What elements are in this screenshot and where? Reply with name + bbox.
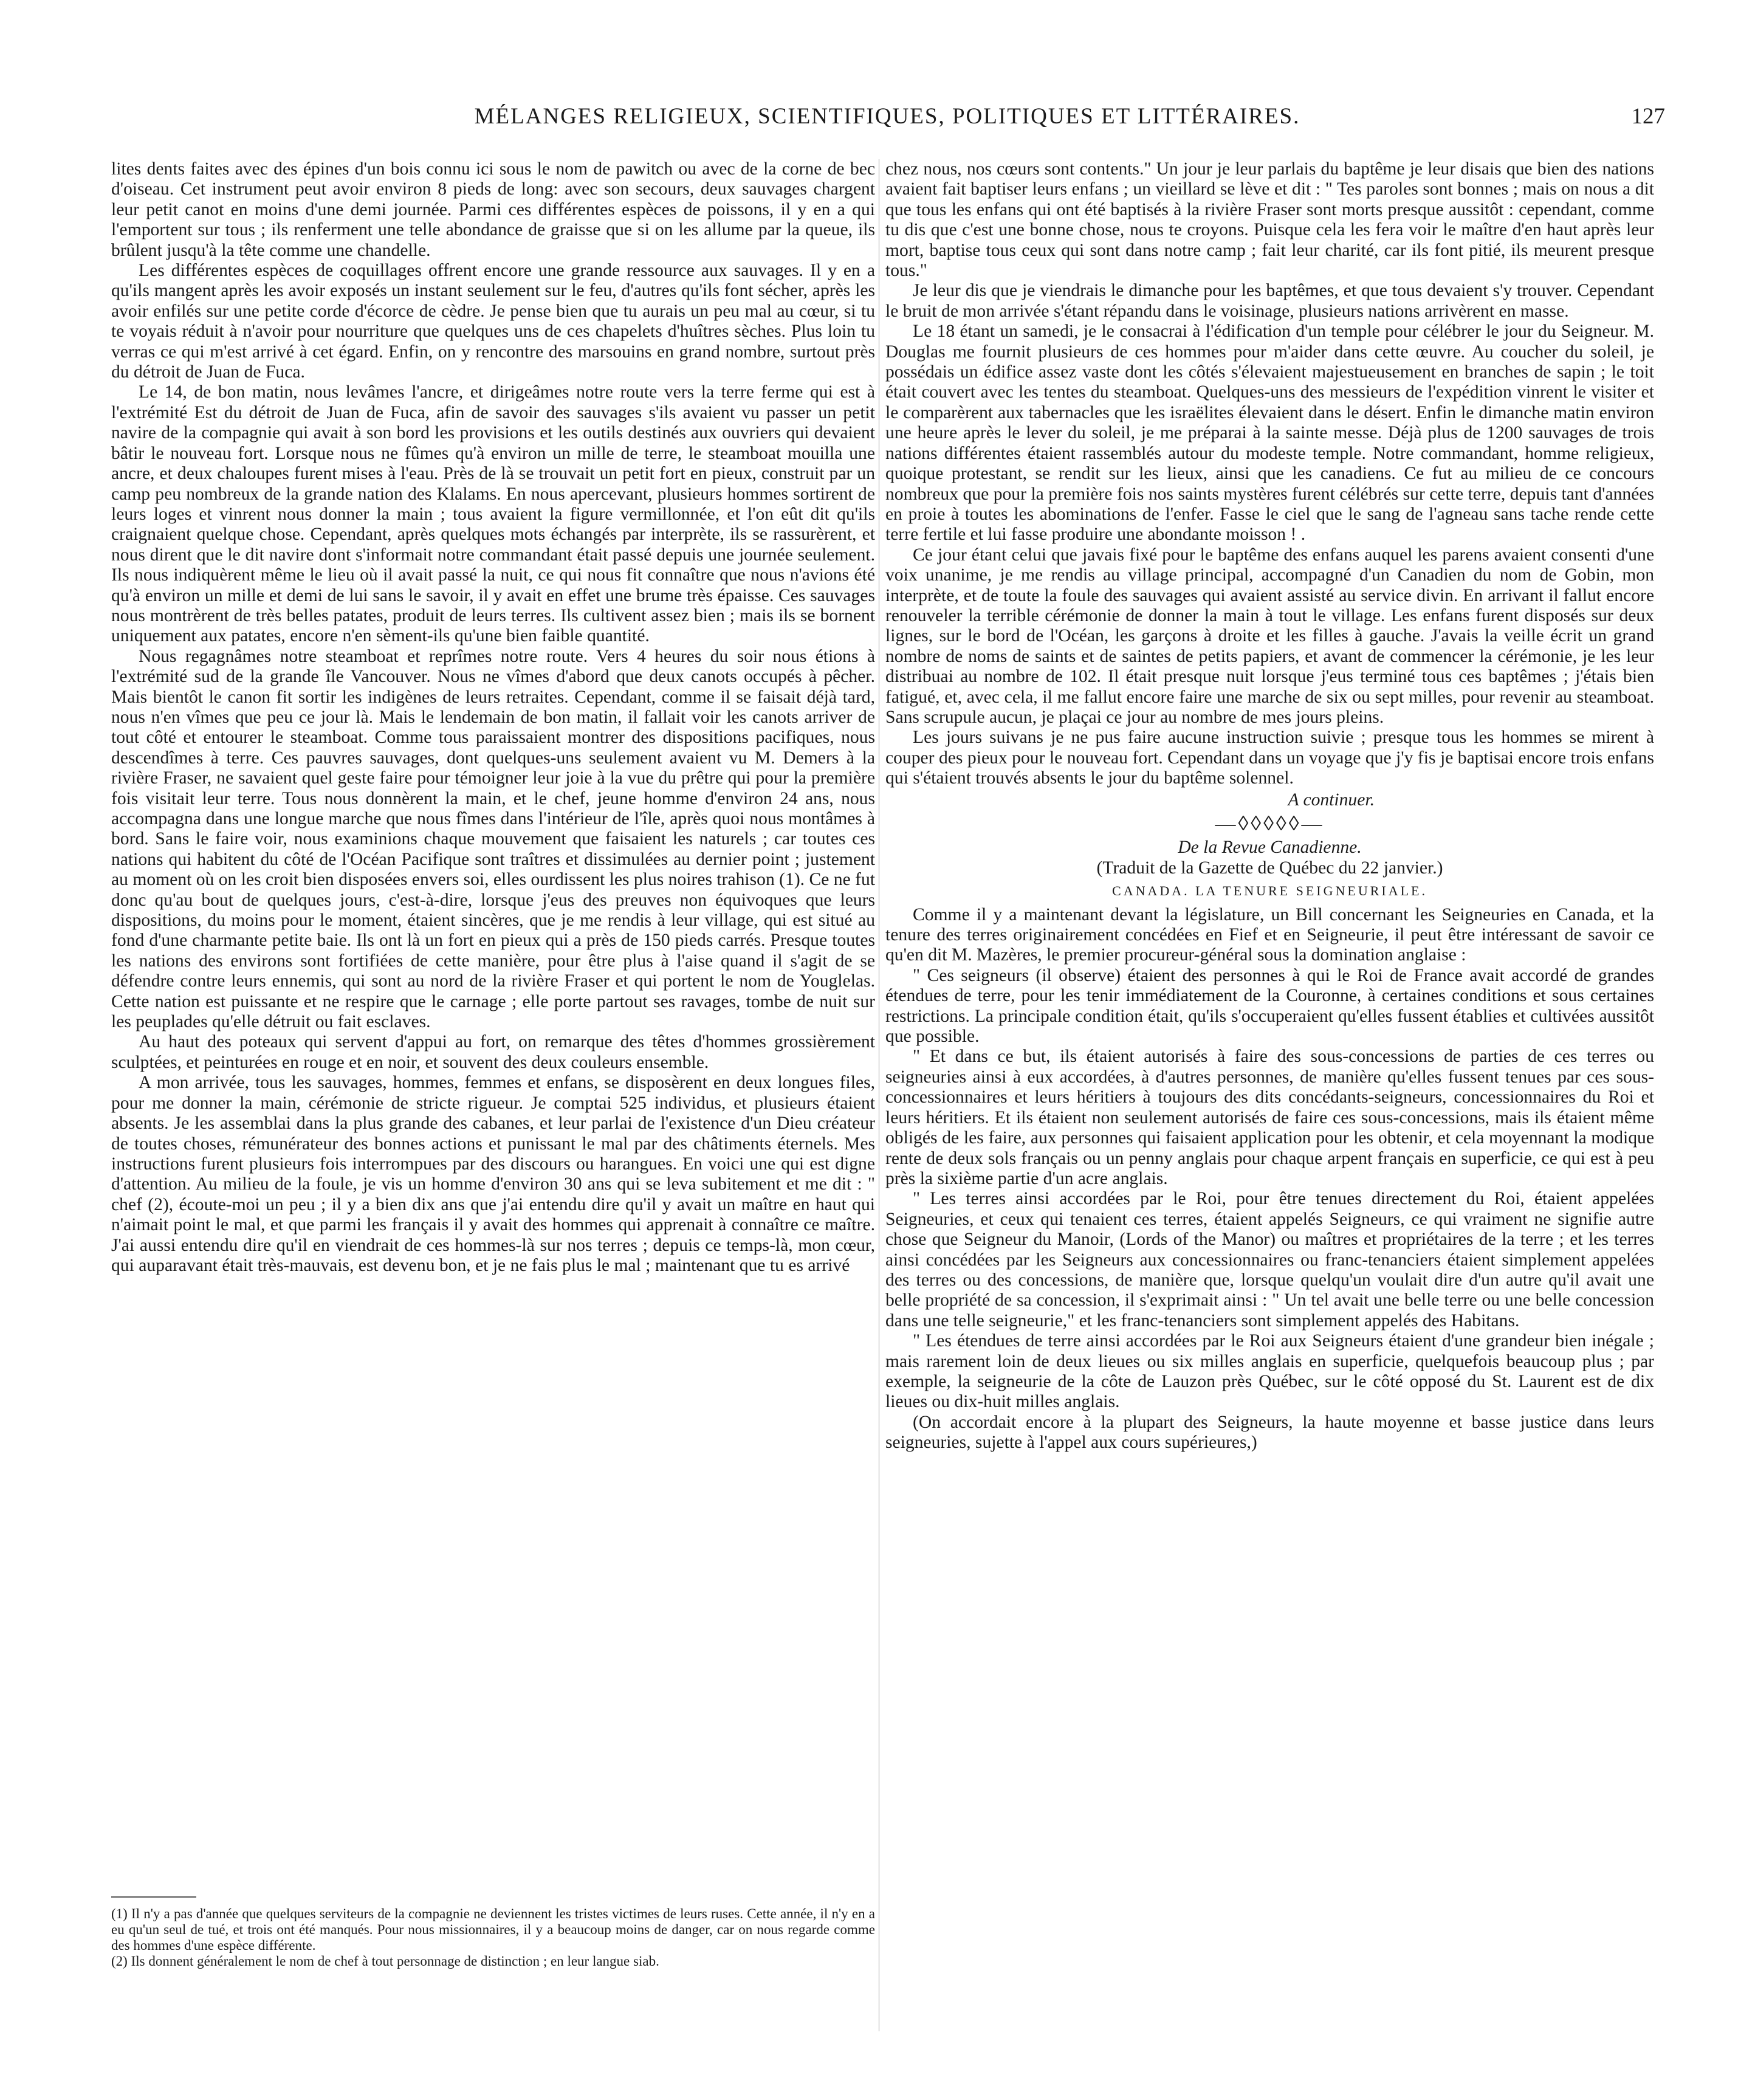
to-be-continued: A continuer. [1288,790,1375,810]
paragraph: Ce jour étant celui que javais fixé pour le baptême des enfans auquel les parens avaient consenti d'une voix unanime, je me rendis au village principal, accompagné d'un Canadien du nom de Gobin, mon interprète, et de toute la foule des sauvages qui avaient assisté au service divin. En arrivant il fallut encore renouveler la terrible cérémonie de donner la main à tout le village. Les enfans furent disposés sur deux lignes, sur le bord de l'Océan, les garçons à droite et les filles à gauche. J'avais la veille écrit un grand nombre de noms de saints et de saintes de petits papiers, et avant de commencer la cérémonie, je les leur distribuai au nombre de 102. Il était presque nuit lorsque j'eus terminé tous ces baptêmes ; j'étais bien fatigué, et, avec cela, il me fallut encore faire une marche de six ou sept milles, pour revenir au steamboat. Sans scrupule aucun, je plaçai ce jour au nombre de mes jours pleins. [885,545,1654,727]
paragraph: A mon arrivée, tous les sauvages, hommes, femmes et enfans, se disposèrent en deux longues files, pour me donner la main, cérémonie de stricte rigueur. Je comptai 525 individus, et plusieurs étaient absents. Je les assemblai dans la plus grande des cabanes, et leur parlai de l'existence d'un Dieu créateur de toutes choses, rémunérateur des bonnes actions et punissant le mal par des châtiments éternels. Mes instructions furent plusieurs fois interrompues par des discours ou harangues. En voici une qui est digne d'attention. Au milieu de la foule, je vis un homme d'environ 30 ans qui se leva subitement et me dit : " chef (2), écoute-moi un peu ; il y a bien dix ans que j'ai entendu dire qu'il y avait un maître en haut qui n'aimait point le mal, et que parmi les français il y avait des hommes qui apprenait à connaître ce maître. J'ai aussi entendu dire qu'il en viendrait de ces hommes-là sur nos terres ; depuis ce temps-là, mon cœur, qui auparavant était très-mauvais, est devenu bon, et je ne fais plus le mal ; maintenant que tu es arrivé [111,1073,875,1275]
section-heading: CANADA. LA TENURE SEIGNEURIALE. [1112,883,1427,899]
left-column [111,159,875,1276]
footnote: (1) Il n'y a pas d'année que quelques serviteurs de la compagnie ne deviennent les tristes victimes de leurs ruses. Cette année, il n'y en a eu qu'un seul de tué, et trois ont été manqués. Pour nous missionnaires, il y a beaucoup moins de danger, car on nous regarde comme des hommes d'une espèce différente. [111,1906,875,1953]
paragraph: Comme il y a maintenant devant la législature, un Bill concernant les Seigneuries en Canada, et la tenure des terres originairement concédées en Fief et en Seigneurie, il peut être intéressant de savoir ce qu'en dit M. Mazères, le premier procureur-général sous la domination anglaise : [885,904,1654,965]
right-column [885,159,1654,1453]
paragraph: Les différentes espèces de coquillages offrent encore une grande ressource aux sauvages. Il y en a qu'ils mangent après les avoir exposés un instant seulement sur le feu, d'autres qu'ils font sécher, après les avoir enfilés sur une petite corde d'écorce de cèdre. Je pense bien que tu aurais un peu mal au cœur, si tu te voyais réduit à n'avoir pour nourriture que quelques uns de ces chapelets d'huîtres sèches. Plus loin tu verras ce qui m'est arrivé à cet égard. Enfin, on y rencontre des marsouins en grand nombre, surtout près du détroit de Juan de Fuca. [111,261,875,382]
paragraph: " Ces seigneurs (il observe) étaient des personnes à qui le Roi de France avait accordé de grandes étendues de terre, pour les tenir immédiatement de la Couronne, à certaines conditions et sous certaines restrictions. La principale condition était, qu'ils s'occuperaient qu'elles fussent établies et cultivées aussitôt que possible. [885,965,1654,1047]
paragraph: Nous regagnâmes notre steamboat et reprîmes notre route. Vers 4 heures du soir nous étions à l'extrémité sud de la grande île Vancouver. Nous ne vîmes d'abord que deux canots occupés à pêcher. Mais bientôt le canon fit sortir les indigènes de leurs retraites. Cependant, comme il se faisait déjà tard, nous n'en vîmes que peu ce jour là. Mais le lendemain de bon matin, il fallait voir les canots arriver de tout côté et entourer le steamboat. Comme tous paraissaient montrer des dispositions pacifiques, nous descendîmes à terre. Ces pauvres sauvages, dont quelques-uns seulement avaient vu M. Demers à la rivière Fraser, ne savaient quel geste faire pour témoigner leur joie à la vue du prêtre qui pour la première fois visitait leur terre. Tous nous donnèrent la main, et le chef, jeune homme d'environ 24 ans, nous accompagna dans une longue marche que nous fîmes dans l'intérieur de l'île, après quoi nous montâmes à bord. Sans le faire voir, nous examinions chaque mouvement que faisaient les naturels ; car toutes ces nations qui habitent du côté de l'Océan Pacifique sont traîtres et dissimulées au dernier point ; justement au moment où on les croit bien disposées envers soi, elles ourdissent les plus noires trahison (1). Ce ne fut donc qu'au bout de quelques jours, c'est-à-dire, lorsque j'eus des preuves non équivoques que leurs dispositions, du moins pour le moment, étaient sincères, que je me rendis à leur village, qui est situé au fond d'une charmante petite baie. Ils ont là un fort en pieux qui a près de 150 pieds carrés. Presque toutes les nations des environs sont fortifiées de cette manière, pour être plus à l'aise quand il s'agit de se défendre contre leurs ennemis, qui sont au nord de la rivière Fraser et qui portent le nom de Youglelas. Cette nation est puissante et ne respire que le carnage ; elle porte partout ses ravages, tombe de nuit sur les peuplades qu'elle détruit ou fait esclaves. [111,646,875,1032]
paragraph: chez nous, nos cœurs sont contents." Un jour je leur parlais du baptême je leur disais que bien des nations avaient fait baptiser leurs enfans ; un vieillard se lève et dit : " Tes paroles sont bonnes ; mais on nous a dit que tous les enfans qui ont été baptisés à la rivière Fraser sont morts presque aussitôt : cependant, comme tu dis que c'est une bonne chose, nous te croyons. Puisque cela les fera voir le maître d'en haut après leur mort, baptise tous ceux qui sont dans notre camp ; fait leur charité, car ils font pitié, ils meurent presque tous." [885,159,1654,281]
page-header [109,103,1665,140]
section-note: (Traduit de la Gazette de Québec du 22 janvier.) [1096,858,1443,878]
paragraph: " Les terres ainsi accordées par le Roi, pour être tenues directement du Roi, étaient appelées Seigneuries, et ceux qui tenaient ces terres, étaient appelés Seigneurs, ce qui vraiment ne signifie autre chose que Seigneur du Manoir, (Lords of the Manor) ou maîtres et propriétaires de la terre ; et les terres ainsi concédées par les Seigneurs aux concessionnaires ou franc-tenanciers étaient simplement appelées des terres ou des concessions, de manière que, lorsque quelqu'un voulait dire d'un autre qu'il avait une belle propriété de sa concession, il s'exprimait ainsi : " Un tel avait une belle terre ou une belle concession dans une telle seigneurie," et les franc-tenanciers sont simplement appelés des Habitans. [885,1189,1654,1331]
paragraph: lites dents faites avec des épines d'un bois connu ici sous le nom de pawitch ou avec de la corne de bec d'oiseau. Cet instrument peut avoir environ 8 pieds de long: avec son secours, deux sauvages chargent leur petit canot en moins d'une demi journée. Parmi ces différentes espèces de poissons, il y en a qui l'emportent sur tous ; ils renferment une telle abondance de graisse que si on les allume par la queue, ils brûlent jusqu'à la tête comme une chandelle. [111,159,875,260]
page-number: 127 [1631,104,1665,129]
paragraph: Je leur dis que je viendrais le dimanche pour les baptêmes, et que tous devaient s'y trouver. Cependant le bruit de mon arrivée s'étant répandu dans le voisinage, plusieurs nations arrivèrent en masse. [885,281,1654,321]
ornament-divider: —◊◊◊◊◊— [1215,813,1325,835]
paragraph: Les jours suivans je ne pus faire aucune instruction suivie ; presque tous les hommes se mirent à couper des pieux pour le nouveau fort. Cependant dans un voyage que j'y fis je baptisai encore trois enfans qui s'étaient trouvés absents le jour du baptême solennel. [885,728,1654,788]
paragraph: Au haut des poteaux qui servent d'appui au fort, on remarque des têtes d'hommes grossièrement sculptées, et peinturées en rouge et en noir, et souvent des deux couleurs ensemble. [111,1032,875,1072]
footnote-rule [111,1896,196,1898]
footnotes [111,1896,875,1969]
paragraph: " Et dans ce but, ils étaient autorisés à faire des sous-concessions de parties de ces terres ou seigneuries ainsi à eux accordées, à d'autres personnes, de manière qu'elles fussent tenues par ces sous-concessionnaires et leurs héritiers à toujours des dits concédants-seigneurs, concessionnaires du Roi et leurs héritiers. Et ils étaient non seulement autorisés de faire ces sous-concessions, mais ils étaient même obligés de les faire, aux personnes qui faisaient application pour les obtenir, et cela moyennant la modique rente de deux sols français ou un penny anglais pour chaque arpent français en superficie, ce qui est à peu près la sixième partie d'un acre anglais. [885,1047,1654,1188]
footnote: (2) Ils donnent généralement le nom de chef à tout personnage de distinction ; en leur langue siab. [111,1954,659,1969]
section-source: De la Revue Canadienne. [1178,838,1362,858]
paragraph: Le 18 étant un samedi, je le consacrai à l'édification d'un temple pour célébrer le jour du Seigneur. M. Douglas me fournit plusieurs de ces hommes pour m'aider dans cette œuvre. Au coucher du soleil, je possédais un édifice assez vaste dont les côtés s'élevaient majestueusement en branches de sapin ; le toit était couvert avec les tentes du steamboat. Quelques-uns des messieurs de l'expédition vinrent le visiter et le comparèrent aux tabernacles que les israëlites élevaient dans le désert. Enfin le dimanche matin environ une heure après le lever du soleil, je me préparai à la sainte messe. Déjà plus de 1200 sauvages de trois nations différentes étaient rassemblés autour du modeste temple. Notre commandant, homme religieux, quoique protestant, se rendit sur les lieux, ainsi que les canadiens. Ce fut au milieu de ce concours nombreux que pour la première fois nos saints mystères furent célébrés sur cette terre, depuis tant d'années en proie à toutes les abominations de l'enfer. Fasse le ciel que le sang de l'agneau sans tache rende cette terre fertile et lui fasse produire une abondante moisson ! . [885,322,1654,545]
running-title: MÉLANGES RELIGIEUX, SCIENTIFIQUES, POLITIQUES ET LITTÉRAIRES. [474,104,1300,129]
paragraph: Le 14, de bon matin, nous levâmes l'ancre, et dirigeâmes notre route vers la terre ferme qui est à l'extrémité Est du détroit de Juan de Fuca, afin de savoir des sauvages s'ils avaient vu passer un petit navire de la compagnie qui avait à son bord les provisions et les outils destinés aux ouvriers qui devaient bâtir le nouveau fort. Lorsque nous ne fûmes qu'à environ un mille de terre, le steamboat mouilla une ancre, et deux chaloupes furent mises à l'eau. Près de là se trouvait un petit fort en pieux, construit par un camp peu nombreux de la grande nation des Klalams. En nous apercevant, plusieurs hommes sortirent de leurs loges et vinrent nous donner la main ; tous avaient la figure vermillonnée, et l'on eût dit qu'ils craignaient quelque chose. Cependant, après quelques mots échangés par interprète, ils se rassurèrent, et nous dirent que le dit navire dont s'informait notre commandant était passé depuis une journée seulement. Ils nous indiquèrent même le lieu où il avait passé la nuit, ce qui nous fit connaître que nous n'avions été qu'à environ un mille et demi de lui sans le savoir, il y avait en effet une brume très épaisse. Ces sauvages nous montrèrent de très belles patates, produit de leurs terres. Ils cultivent assez bien ; mais ils se bornent uniquement aux patates, encore n'en sèment-ils qu'une bien faible quantité. [111,382,875,646]
paragraph: (On accordait encore à la plupart des Seigneurs, la haute moyenne et basse justice dans leurs seigneuries, sujette à l'appel aux cours supérieures,) [885,1412,1654,1453]
paragraph: " Les étendues de terre ainsi accordées par le Roi aux Seigneurs étaient d'une grandeur bien inégale ; mais rarement loin de deux lieues ou six milles anglais en superficie, quelquefois beaucoup plus ; par exemple, la seigneurie de la côte de Lauzon près Québec, sur le côté opposé du St. Laurent est de dix lieues ou dix-huit milles anglais. [885,1331,1654,1412]
